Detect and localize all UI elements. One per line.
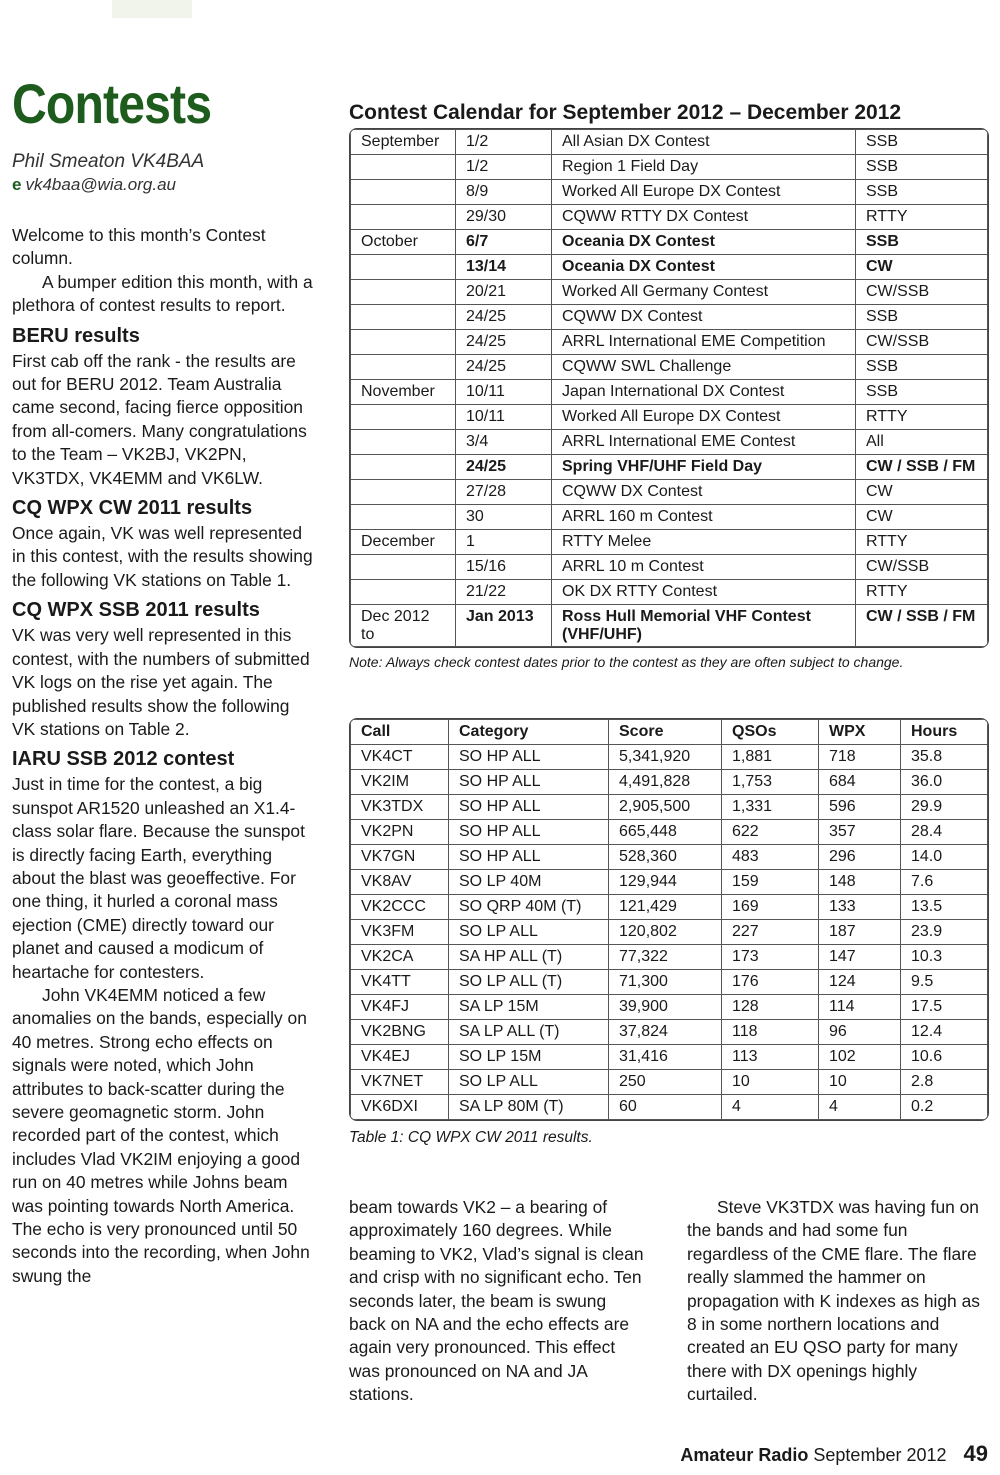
iaru-heading: IARU SSB 2012 contest [12,748,235,771]
calendar-dates-cell: 1/2 [456,155,552,180]
calendar-row [351,455,988,480]
calendar-mode-cell: RTTY [856,530,988,555]
calendar-contest-cell: ARRL 10 m Contest [552,555,856,580]
calendar-dates-cell: Jan 2013 [456,605,552,647]
calendar-row [351,480,988,505]
calendar-contest-cell: ARRL International EME Competition [552,330,856,355]
calendar-month-cell [351,205,456,230]
calendar-dates-cell: 24/25 [456,330,552,355]
calendar-contest-cell: All Asian DX Contest [552,130,856,155]
left-column [12,70,317,1288]
magazine-name: Amateur Radio [680,1445,809,1465]
calendar-contest-cell: Ross Hull Memorial VHF Contest (VHF/UHF) [552,605,856,647]
table1-cell: SO LP ALL [449,1070,609,1095]
bottom-column-1: beam towards VK2 – a bearing of approximately 160 degrees. While beaming to VK2, Vlad’s signal is clean and crisp with no significant echo. Ten seconds later, the beam is swung back on NA and the echo effects are again very pronounced. This effect was pronounced on NA and JA stations. [349,1197,644,1405]
calendar-month-cell: October [351,230,456,255]
iaru-text-1: Just in time for the contest, a big sunspot AR1520 unleashed an X1.4-class solar flare. Because the sunspot is directly facing Earth, everything about the blast was geoeffective. For one thing, it hurled a coronal mass ejection (CME) directly toward our planet and caused a modicum of heartache for contesters. [12,774,305,982]
calendar-dates-cell: 21/22 [456,580,552,605]
calendar-row [351,330,988,355]
table1-cell: 124 [819,970,901,995]
table1-cell: VK4EJ [351,1045,449,1070]
table1-cell: 10 [819,1070,901,1095]
table1-cell: 29.9 [901,795,988,820]
table1-caption: Table 1: CQ WPX CW 2011 results. [349,1129,593,1146]
calendar-row [351,580,988,605]
table1-cell: 296 [819,845,901,870]
calendar-contest-cell: Spring VHF/UHF Field Day [552,455,856,480]
calendar-dates-cell: 1/2 [456,130,552,155]
table1-cell: 118 [722,1020,819,1045]
calendar-month-cell [351,280,456,305]
calendar-row [351,380,988,405]
email-address[interactable]: vk4baa@wia.org.au [25,175,176,194]
table1-cell: 169 [722,895,819,920]
calendar-row [351,305,988,330]
table1-cell: SO HP ALL [449,745,609,770]
calendar-dates-cell: 8/9 [456,180,552,205]
table1-row [351,770,988,795]
calendar-dates-cell: 15/16 [456,555,552,580]
table1-cell: 14.0 [901,845,988,870]
calendar-month-cell: November [351,380,456,405]
decorative-leaf [112,0,192,18]
table1-cell: 133 [819,895,901,920]
table1-row [351,745,988,770]
table1-cell: 35.8 [901,745,988,770]
calendar-month-cell [351,355,456,380]
table1-cell: 148 [819,870,901,895]
calendar-month-cell [351,330,456,355]
table1-cell: 1,753 [722,770,819,795]
calendar-month-cell [351,180,456,205]
calendar-dates-cell: 3/4 [456,430,552,455]
table1-cell: 129,944 [609,870,722,895]
calendar-contest-cell: CQWW DX Contest [552,480,856,505]
table1-cell: 10.6 [901,1045,988,1070]
calendar-row [351,530,988,555]
table1-cell: VK4FJ [351,995,449,1020]
table1-cell: 622 [722,820,819,845]
calendar-contest-cell: Japan International DX Contest [552,380,856,405]
calendar-month-cell [351,255,456,280]
table1-cell: VK3FM [351,920,449,945]
calendar-contest-cell: Worked All Germany Contest [552,280,856,305]
table1-cell: 1,331 [722,795,819,820]
table1-cell: VK2CCC [351,895,449,920]
table1-cell: SA LP ALL (T) [449,1020,609,1045]
calendar-dates-cell: 10/11 [456,380,552,405]
intro-paragraph-2: A bumper edition this month, with a plethora of contest results to report. [12,271,313,316]
calendar-mode-cell: SSB [856,130,988,155]
bottom-column-2: Steve VK3TDX was having fun on the bands and had some fun regardless of the CME flare. The flare really slammed the hammer on propagation with K indexes as high as 8 in some northern locations and created an EU QSO party for many there with DX openings highly curtailed. [687,1197,980,1405]
table1-row [351,895,988,920]
table1-cell: 147 [819,945,901,970]
table1-cell: 176 [722,970,819,995]
table1-cell: 114 [819,995,901,1020]
table1-cell: 1,881 [722,745,819,770]
calendar-month-cell [351,405,456,430]
calendar-month-cell [351,455,456,480]
calendar-mode-cell: CW/SSB [856,280,988,305]
table1-cell: 357 [819,820,901,845]
table1-cell: SO HP ALL [449,820,609,845]
table1-cell: 10.3 [901,945,988,970]
calendar-contest-cell: ARRL 160 m Contest [552,505,856,530]
table1-cell: 4 [722,1095,819,1120]
calendar-month-cell [351,505,456,530]
author-name: Phil Smeaton VK4BAA [12,151,205,172]
table1-cell: SA LP 80M (T) [449,1095,609,1120]
table1-header-cell: WPX [819,720,901,745]
calendar-mode-cell: CW / SSB / FM [856,455,988,480]
calendar-mode-cell: CW [856,255,988,280]
table1-cell: VK4TT [351,970,449,995]
table1-row [351,945,988,970]
right-column [349,100,989,1147]
calendar-month-cell [351,480,456,505]
table1-cell: VK2IM [351,770,449,795]
table1-header-row [351,720,988,745]
table1-cell: 96 [819,1020,901,1045]
table1-cell: 227 [722,920,819,945]
table1-header-cell: QSOs [722,720,819,745]
table1-cell: 31,416 [609,1045,722,1070]
calendar-row [351,255,988,280]
table1-cell: 4,491,828 [609,770,722,795]
calendar-contest-cell: ARRL International EME Contest [552,430,856,455]
calendar-dates-cell: 24/25 [456,455,552,480]
table1-cell: 28.4 [901,820,988,845]
calendar-row [351,205,988,230]
table1-cell: VK2CA [351,945,449,970]
calendar-row [351,405,988,430]
table1-cell: SA LP 15M [449,995,609,1020]
table1-cell: 718 [819,745,901,770]
calendar-dates-cell: 24/25 [456,355,552,380]
table1-cell: 9.5 [901,970,988,995]
calendar-mode-cell: CW/SSB [856,330,988,355]
table1-cell: 121,429 [609,895,722,920]
table1-row [351,970,988,995]
table1-cell: 12.4 [901,1020,988,1045]
table1-frame [349,718,989,1121]
calendar-month-cell [351,555,456,580]
table1-cell: 17.5 [901,995,988,1020]
calendar-mode-cell: SSB [856,305,988,330]
table1-cell: SO HP ALL [449,795,609,820]
table1-cell: 596 [819,795,901,820]
table1-row [351,920,988,945]
calendar-contest-cell: Oceania DX Contest [552,255,856,280]
table1-cell: 665,448 [609,820,722,845]
table1-cell: 483 [722,845,819,870]
calendar-row [351,355,988,380]
calendar-row-last [351,605,988,647]
table1-cell: 0.2 [901,1095,988,1120]
table1-cell: 5,341,920 [609,745,722,770]
calendar-title: Contest Calendar for September 2012 – December 2012 [349,101,902,124]
table1-cell: 60 [609,1095,722,1120]
table1-row [351,845,988,870]
email-label: e [12,175,22,194]
table1-cell: VK3TDX [351,795,449,820]
wpx-ssb-heading: CQ WPX SSB 2011 results [12,599,260,622]
calendar-contest-cell: Worked All Europe DX Contest [552,405,856,430]
table1-row [351,1095,988,1120]
wpx-cw-text: Once again, VK was well represented in this contest, with the results showing the following VK stations on Table 1. [12,523,313,590]
calendar-row [351,555,988,580]
calendar-dates-cell: 27/28 [456,480,552,505]
author-email [12,174,317,196]
table1-row [351,1020,988,1045]
table1-row [351,1070,988,1095]
table1-cell: SA HP ALL (T) [449,945,609,970]
calendar-month-cell: Dec 2012 to [351,605,456,647]
table1-cell: 250 [609,1070,722,1095]
calendar-mode-cell: SSB [856,180,988,205]
table1-row [351,870,988,895]
calendar-mode-cell: CW [856,480,988,505]
calendar-mode-cell: CW / SSB / FM [856,605,988,647]
calendar-note: Note: Always check contest dates prior to the contest as they are often subject to change. [349,654,904,670]
calendar-dates-cell: 24/25 [456,305,552,330]
section-title: Contests [12,72,212,135]
table1-cell: 23.9 [901,920,988,945]
calendar-table [350,129,988,647]
calendar-row [351,230,988,255]
table1-cell: SO HP ALL [449,770,609,795]
calendar-contest-cell: CQWW SWL Challenge [552,355,856,380]
page-number: 49 [963,1441,988,1466]
table1-cell: SO LP ALL [449,920,609,945]
calendar-contest-cell: CQWW RTTY DX Contest [552,205,856,230]
intro-paragraph-1: Welcome to this month’s Contest column. [12,225,266,269]
issue-date: September 2012 [813,1445,947,1465]
calendar-row [351,130,988,155]
table1-cell: 528,360 [609,845,722,870]
calendar-dates-cell: 1 [456,530,552,555]
calendar-contest-cell: Worked All Europe DX Contest [552,180,856,205]
calendar-mode-cell: RTTY [856,205,988,230]
calendar-mode-cell: All [856,430,988,455]
table1-cell: 36.0 [901,770,988,795]
table1-cell: VK7NET [351,1070,449,1095]
calendar-mode-cell: SSB [856,380,988,405]
table1-header-cell: Category [449,720,609,745]
calendar-table-frame [349,128,989,648]
table1-cell: 37,824 [609,1020,722,1045]
beru-text: First cab off the rank - the results are out for BERU 2012. Team Australia came second, facing fierce opposition from all-comers. Many congratulations to the Team – VK2BJ, VK2PN, VK3TDX, VK4EMM and VK6LW. [12,350,307,488]
calendar-mode-cell: CW [856,505,988,530]
calendar-contest-cell: RTTY Melee [552,530,856,555]
table1-cell: 2,905,500 [609,795,722,820]
calendar-mode-cell: SSB [856,155,988,180]
table1-cell: VK4CT [351,745,449,770]
calendar-contest-cell: CQWW DX Contest [552,305,856,330]
wpx-cw-heading: CQ WPX CW 2011 results [12,497,253,520]
table1-header-cell: Call [351,720,449,745]
iaru-text-2: John VK4EMM noticed a few anomalies on the bands, especially on 40 metres. Strong echo effects on signals were noted, which John attributes to back-scatter during the severe geomagnetic storm. John recorded part of the contest, which includes Vlad VK2IM enjoying a good run on 40 metres while Johns beam was pointing towards North America. The echo is very pronounced until 50 seconds into the recording, when John swung the [12,984,310,1286]
table1-cell: 2.8 [901,1070,988,1095]
table1-cell: SO LP 40M [449,870,609,895]
table1-cell: 120,802 [609,920,722,945]
table1-cell: SO LP 15M [449,1045,609,1070]
table1-cell: 7.6 [901,870,988,895]
table1-cell: 4 [819,1095,901,1120]
beru-heading: BERU results [12,324,140,347]
calendar-row [351,155,988,180]
table1-cell: 113 [722,1045,819,1070]
table1-cell: 187 [819,920,901,945]
table1-row [351,1045,988,1070]
calendar-contest-cell: Oceania DX Contest [552,230,856,255]
calendar-contest-cell: Region 1 Field Day [552,155,856,180]
calendar-month-cell [351,430,456,455]
table1-cell: VK2BNG [351,1020,449,1045]
table1-cell: 39,900 [609,995,722,1020]
calendar-month-cell: December [351,530,456,555]
table1-cell: VK8AV [351,870,449,895]
calendar-dates-cell: 30 [456,505,552,530]
calendar-row [351,505,988,530]
calendar-month-cell [351,580,456,605]
calendar-row [351,180,988,205]
calendar-dates-cell: 29/30 [456,205,552,230]
calendar-row [351,280,988,305]
calendar-mode-cell: SSB [856,230,988,255]
calendar-dates-cell: 13/14 [456,255,552,280]
table1-cell: 159 [722,870,819,895]
calendar-mode-cell: SSB [856,355,988,380]
table1-row [351,795,988,820]
calendar-dates-cell: 6/7 [456,230,552,255]
calendar-row [351,430,988,455]
table1-row [351,820,988,845]
table1-cell: VK2PN [351,820,449,845]
table1-header-cell: Score [609,720,722,745]
table1-cell: 102 [819,1045,901,1070]
table1-cell: 10 [722,1070,819,1095]
table1-cell: 77,322 [609,945,722,970]
calendar-month-cell: September [351,130,456,155]
table1-cell: 173 [722,945,819,970]
wpx-ssb-text: VK was very well represented in this contest, with the numbers of submitted VK logs on the rise yet again. The published results show the following VK stations on Table 2. [12,625,310,739]
table1-cell: SO LP ALL (T) [449,970,609,995]
table1-cell: 128 [722,995,819,1020]
table1-row [351,995,988,1020]
table1-header-cell: Hours [901,720,988,745]
table1-cell: VK6DXI [351,1095,449,1120]
calendar-month-cell [351,305,456,330]
table1-cell: VK7GN [351,845,449,870]
calendar-mode-cell: RTTY [856,580,988,605]
calendar-month-cell [351,155,456,180]
table1-cell: 684 [819,770,901,795]
calendar-mode-cell: RTTY [856,405,988,430]
calendar-dates-cell: 20/21 [456,280,552,305]
calendar-dates-cell: 10/11 [456,405,552,430]
table1-cell: 13.5 [901,895,988,920]
calendar-mode-cell: CW/SSB [856,555,988,580]
table1-cell: SO QRP 40M (T) [449,895,609,920]
results-table-1 [350,719,988,1120]
calendar-contest-cell: OK DX RTTY Contest [552,580,856,605]
page-footer [680,1441,988,1467]
table1-cell: SO HP ALL [449,845,609,870]
table1-cell: 71,300 [609,970,722,995]
